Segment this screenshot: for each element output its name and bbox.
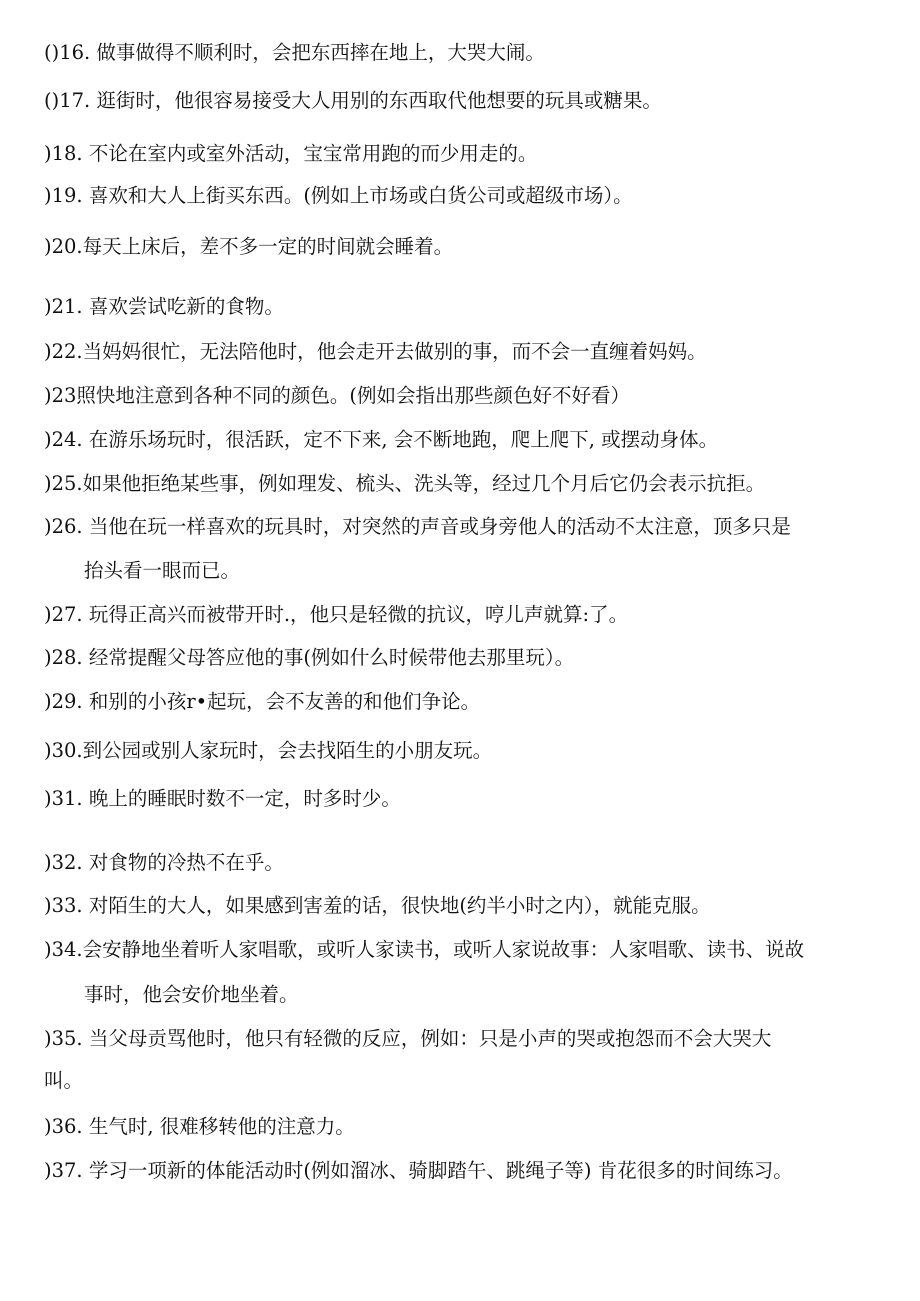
question-34: )34.会安静地坐着听人家唱歌，或听人家读书，或听人家说故事：人家唱歌、读书、说故 <box>44 938 805 961</box>
question-26: )26. 当他在玩一样喜欢的玩具时，对突然的声音或身旁他人的活动不太注意，顶多只是 <box>44 515 791 538</box>
question-35: )35. 当父母贡骂他时，他只有轻微的反应，例如：只是小声的哭或抱怨而不会大哭大 <box>44 1027 772 1050</box>
question-34-continuation: 事时，他会安价地坐着。 <box>84 983 299 1006</box>
question-26-continuation: 抬头看一眼而已。 <box>84 559 241 582</box>
question-16: ()16. 做事做得不顺利时，会把东西摔在地上，大哭大闹。 <box>44 41 545 64</box>
question-25: )25.如果他拒绝某些事，例如理发、梳头、洗头等，经过几个月后它仍会表示抗拒。 <box>44 472 766 495</box>
question-18: )18. 不论在室内或室外活动，宝宝常用跑的而少用走的。 <box>44 142 538 165</box>
question-28: )28. 经常提醒父母答应他的事(例如什么时候带他去那里玩）。 <box>44 646 575 669</box>
question-22: )22.当妈妈很忙，无法陪他时，他会走开去做别的事，而不会一直缠着妈妈。 <box>44 340 707 363</box>
question-19: )19. 喜欢和大人上街买东西。(例如上市场或白货公司或超级市场）。 <box>44 184 633 207</box>
question-30: )30.到公园或别人家玩时，会去找陌生的小朋友玩。 <box>44 739 493 762</box>
question-29: )29. 和别的小孩r•起玩，会不友善的和他们争论。 <box>44 690 481 713</box>
question-27: )27. 玩得正高兴而被带开时.，他只是轻微的抗议，哼儿声就算:了。 <box>44 603 629 626</box>
question-36: )36. 生气时, 很难移转他的注意力。 <box>44 1115 355 1138</box>
question-20: )20.每天上床后，差不多一定的时间就会睡着。 <box>44 235 454 258</box>
question-35-continuation: 叫。 <box>44 1069 84 1092</box>
question-24: )24. 在游乐场玩时，很活跃，定不下来, 会不断地跑，爬上爬下, 或摆动身体。 <box>44 428 719 451</box>
question-23: )23照快地注意到各种不同的颜色。(例如会指出那些颜色好不好看） <box>44 384 631 407</box>
question-31: )31. 晚上的睡眠时数不一定，时多时少。 <box>44 787 401 810</box>
question-17: ()17. 逛街时，他很容易接受大人用别的东西取代他想要的玩具或糖果。 <box>44 89 662 112</box>
question-32: )32. 对食物的冷热不在乎。 <box>44 851 284 874</box>
question-21: )21. 喜欢尝试吃新的食物。 <box>44 295 284 318</box>
question-33: )33. 对陌生的大人，如果感到害羞的话，很快地(约半小时之内），就能克服。 <box>44 894 711 917</box>
question-37: )37. 学习一项新的体能活动时(例如溜冰、骑脚踏午、跳绳子等) 肯花很多的时间练习。 <box>44 1159 793 1182</box>
